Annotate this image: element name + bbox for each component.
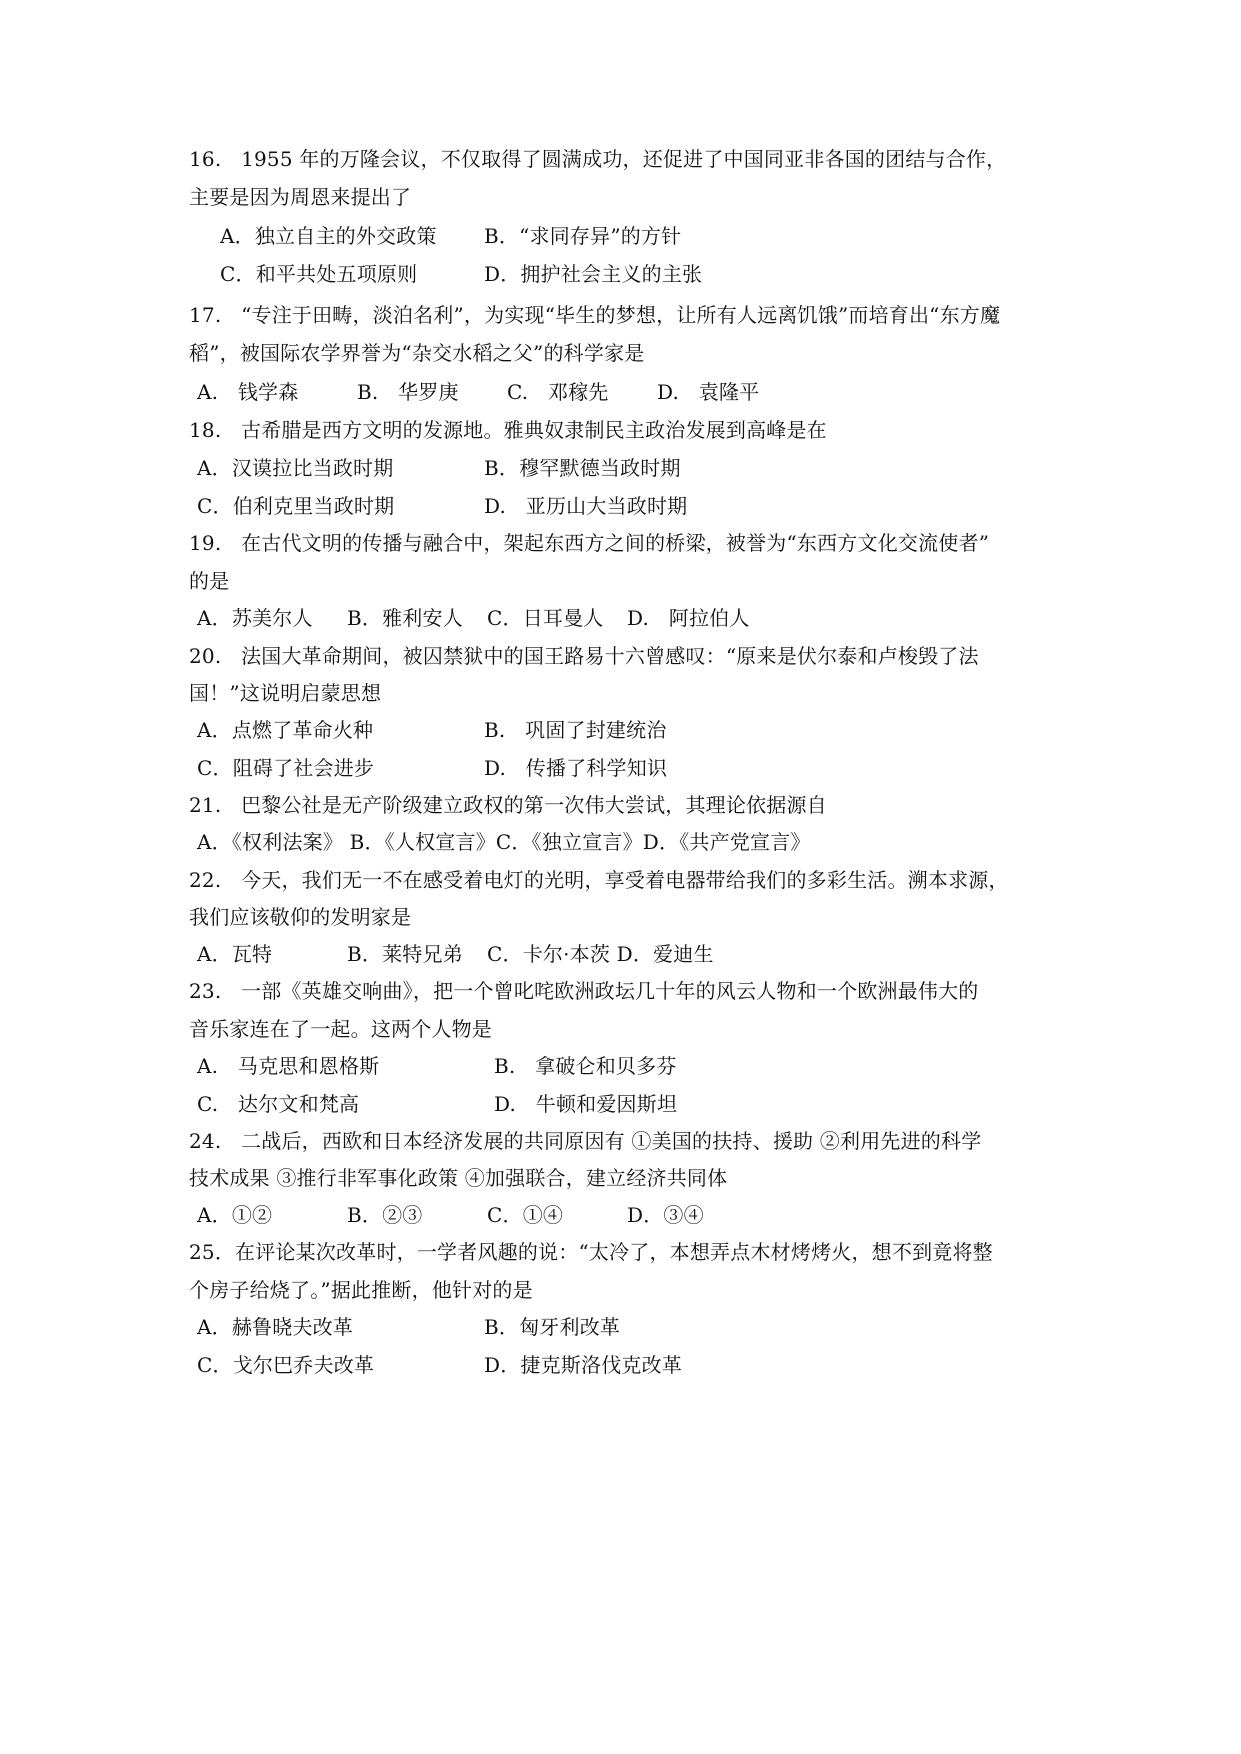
question-stem-line: 16. 1955 年的万隆会议，不仅取得了圆满成功，还促进了中国同亚非各国的团结与合作，	[189, 147, 1007, 171]
question-stem-line: 22. 今天，我们无一不在感受着电灯的光明，享受着电器带给我们的多彩生活。溯本求源，	[189, 868, 1009, 892]
answer-option: A．《权利法案》 B．《人权宣言》C．《独立宣言》D．《共产党宣言》	[197, 830, 811, 854]
question-stem-line: 我们应该敬仰的发明家是	[189, 905, 412, 929]
answer-option: C．卡尔·本茨 D．爱迪生	[487, 942, 714, 966]
answer-option: D. 袁隆平	[657, 380, 760, 404]
answer-option: D．拥护社会主义的主张	[484, 262, 703, 286]
answer-option: B. 巩固了封建统治	[484, 718, 667, 742]
question-stem-line: 的是	[189, 569, 230, 593]
answer-option: A. 钱学森	[197, 380, 299, 404]
question-stem-line: 19. 在古代文明的传播与融合中，架起东西方之间的桥梁，被誉为“东西方文化交流使者”	[189, 531, 990, 555]
answer-option: B．“求同存异”的方针	[484, 224, 682, 248]
answer-option: D. 亚历山大当政时期	[484, 494, 688, 518]
question-stem-line: 个房子给烧了。”据此推断，他针对的是	[189, 1278, 533, 1302]
answer-option: B．莱特兄弟	[347, 942, 463, 966]
answer-option: A．独立自主的外交政策	[220, 224, 437, 248]
answer-option: D. 阿拉伯人	[627, 606, 750, 630]
question-stem-line: 17. “专注于田畴，淡泊名利”，为实现“毕生的梦想，让所有人远离饥饿”而培育出“东方魔	[189, 303, 1001, 327]
answer-option: C．①④	[487, 1203, 564, 1227]
answer-option: A．苏美尔人	[197, 606, 313, 630]
question-stem-line: 18. 古希腊是西方文明的发源地。雅典奴隶制民主政治发展到高峰是在	[189, 418, 827, 442]
question-stem-line: 国！”这说明启蒙思想	[189, 681, 382, 705]
question-stem-line: 主要是因为周恩来提出了	[189, 185, 412, 209]
answer-option: A．汉谟拉比当政时期	[197, 456, 394, 480]
answer-option: A．赫鲁晓夫改革	[197, 1315, 354, 1339]
answer-option: D．③④	[627, 1203, 704, 1227]
answer-option: D．捷克斯洛伐克改革	[484, 1353, 683, 1377]
answer-option: C．戈尔巴乔夫改革	[197, 1353, 375, 1377]
answer-option: B．匈牙利改革	[484, 1315, 621, 1339]
answer-option: A. 马克思和恩格斯	[197, 1054, 380, 1078]
question-stem-line: 稻”，被国际农学界誉为“杂交水稻之父”的科学家是	[189, 341, 645, 365]
question-stem-line: 25．在评论某次改革时，一学者风趣的说：“太冷了，本想弄点木材烤烤火，想不到竟将整	[189, 1240, 993, 1264]
answer-option: C．日耳曼人	[487, 606, 604, 630]
answer-option: B. 华罗庚	[357, 380, 459, 404]
question-stem-line: 21. 巴黎公社是无产阶级建立政权的第一次伟大尝试，其理论依据源自	[189, 793, 827, 817]
question-stem-line: 24. 二战后，西欧和日本经济发展的共同原因有 ①美国的扶持、援助 ②利用先进的科学	[189, 1129, 982, 1153]
answer-option: B. 拿破仑和贝多芬	[494, 1054, 677, 1078]
answer-option: D. 牛顿和爱因斯坦	[494, 1092, 678, 1116]
answer-option: C. 邓稼先	[507, 380, 609, 404]
answer-option: B．雅利安人	[347, 606, 463, 630]
answer-option: D. 传播了科学知识	[484, 756, 668, 780]
question-stem-line: 技术成果 ③推行非军事化政策 ④加强联合，建立经济共同体	[189, 1166, 728, 1190]
answer-option: C．和平共处五项原则	[220, 262, 418, 286]
question-stem-line: 23. 一部《英雄交响曲》，把一个曾叱咤欧洲政坛几十年的风云人物和一个欧洲最伟大的	[189, 979, 979, 1003]
question-stem-line: 音乐家连在了一起。这两个人物是	[189, 1017, 492, 1041]
answer-option: A．瓦特	[197, 942, 273, 966]
answer-option: C. 达尔文和梵高	[197, 1092, 360, 1116]
answer-option: B．穆罕默德当政时期	[484, 456, 681, 480]
answer-option: C．伯利克里当政时期	[197, 494, 395, 518]
answer-option: A．①②	[197, 1203, 273, 1227]
question-stem-line: 20. 法国大革命期间，被囚禁狱中的国王路易十六曾感叹：“原来是伏尔泰和卢梭毁了法	[189, 644, 979, 668]
answer-option: C．阻碍了社会进步	[197, 756, 375, 780]
answer-option: B．②③	[347, 1203, 423, 1227]
answer-option: A．点燃了革命火种	[197, 718, 374, 742]
